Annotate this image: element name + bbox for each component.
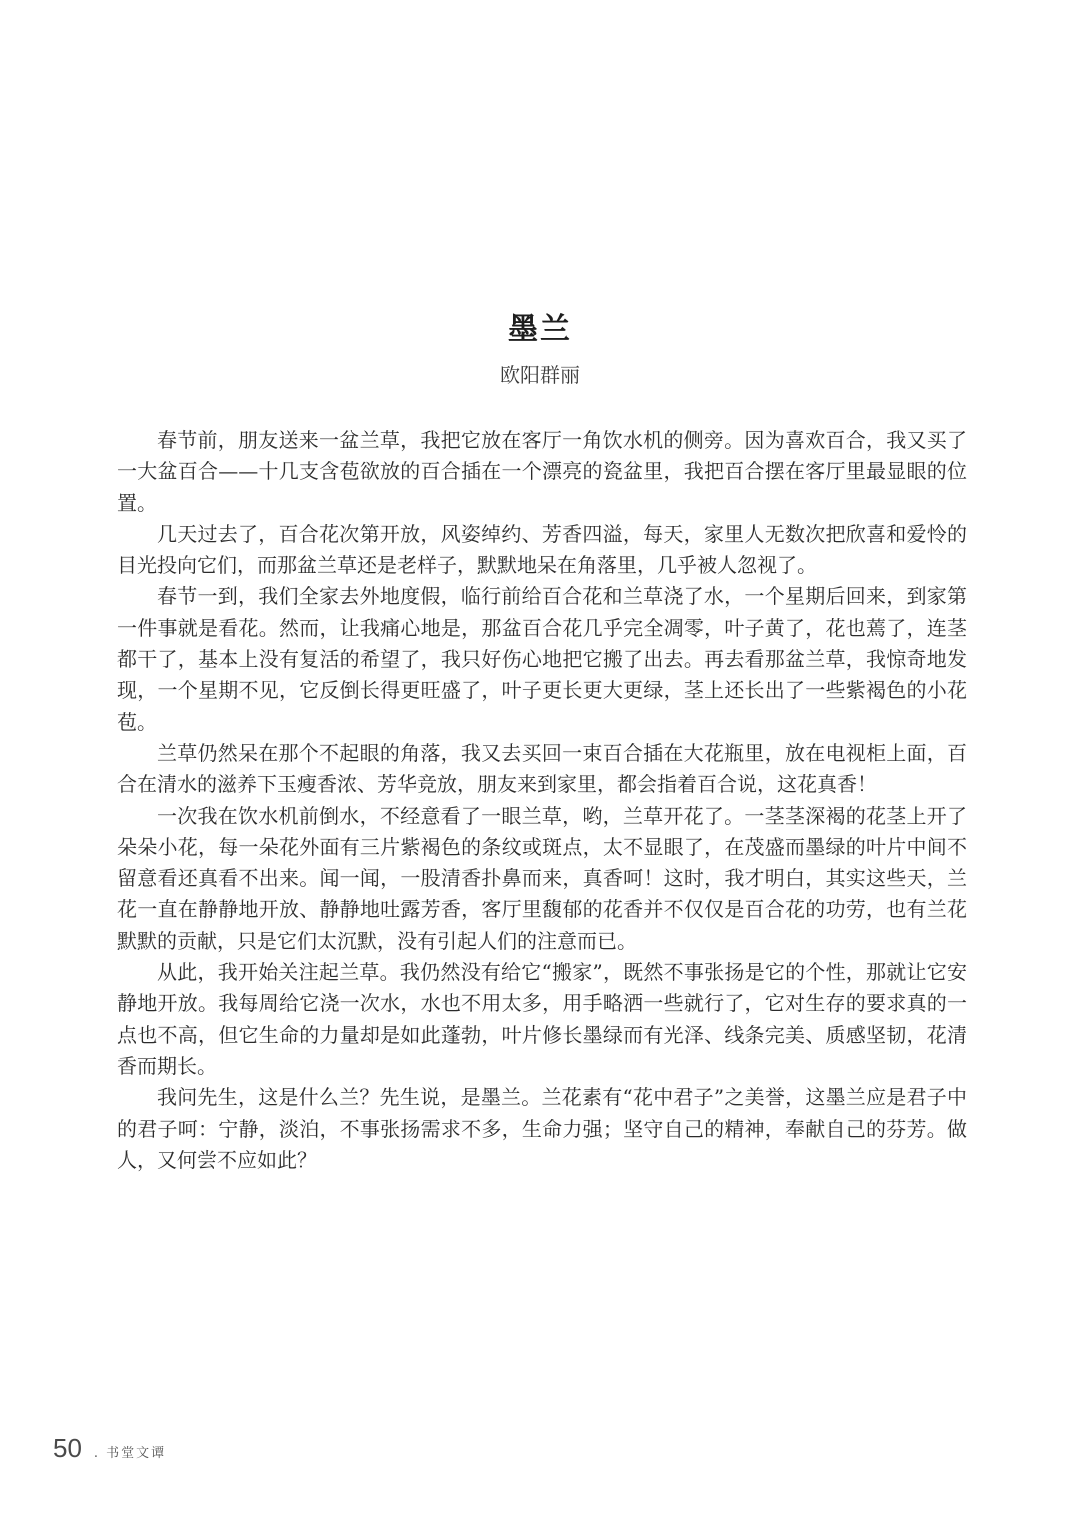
article-author: 欧阳群丽 bbox=[500, 363, 580, 387]
paragraph: 几天过去了，百合花次第开放，风姿绰约、芳香四溢，每天，家里人无数次把欣喜和爱怜的目光投向它们，而那盆兰草还是老样子，默默地呆在角落里，几乎被人忽视了。 bbox=[117, 521, 967, 578]
article-body bbox=[117, 425, 967, 1176]
page-footer bbox=[53, 1428, 166, 1468]
paragraph: 春节前，朋友送来一盆兰草，我把它放在客厅一角饮水机的侧旁。因为喜欢百合，我又买了一大盆百合——十几支含苞欲放的百合插在一个漂亮的瓷盆里，我把百合摆在客厅里最显眼的位置。 bbox=[117, 428, 967, 515]
paragraph: 我问先生，这是什么兰？先生说，是墨兰。兰花素有“花中君子”之美誉，这墨兰应是君子中的君子呵：宁静，淡泊，不事张扬需求不多，生命力强；坚守自己的精神，奉献自己的芬芳。做人，又何尝不应如此？ bbox=[117, 1085, 967, 1172]
paragraph: 一次我在饮水机前倒水，不经意看了一眼兰草，哟，兰草开花了。一茎茎深褐的花茎上开了朵朵小花，每一朵花外面有三片紫褐色的条纹或斑点，太不显眼了，在茂盛而墨绿的叶片中间不留意看还真看不出来。闻一闻，一股清香扑鼻而来，真香呵！这时，我才明白，其实这些天，兰花一直在静静地开放、静静地吐露芳香，客厅里馥郁的花香并不仅仅是百合花的功劳，也有兰花默默的贡献，只是它们太沉默，没有引起人们的注意而已。 bbox=[117, 803, 967, 953]
paragraph: 兰草仍然呆在那个不起眼的角落，我又去买回一束百合插在大花瓶里，放在电视柜上面，百合在清水的滋养下玉瘦香浓、芳华竞放，朋友来到家里，都会指着百合说，这花真香！ bbox=[117, 740, 967, 797]
journal-name: . 书堂文谭 bbox=[93, 1446, 167, 1461]
paragraph: 春节一到，我们全家去外地度假，临行前给百合花和兰草浇了水，一个星期后回来，到家第一件事就是看花。然而，让我痛心地是，那盆百合花几乎完全凋零，叶子黄了，花也蔫了，连茎都干了，基本上没有复活的希望了，我只好伤心地把它搬了出去。再去看那盆兰草，我惊奇地发现，一个星期不见，它反倒长得更旺盛了，叶子更长更大更绿，茎上还长出了一些紫褐色的小花苞。 bbox=[117, 584, 967, 734]
page-number: 50 bbox=[53, 1433, 82, 1463]
article-title: 墨兰 bbox=[508, 312, 572, 347]
paragraph: 从此，我开始关注起兰草。我仍然没有给它“搬家”，既然不事张扬是它的个性，那就让它安静地开放。我每周给它浇一次水，水也不用太多，用手略洒一些就行了，它对生存的要求真的一点也不高，但它生命的力量却是如此蓬勃，叶片修长墨绿而有光泽、线条完美、质感坚韧，花清香而期长。 bbox=[117, 960, 967, 1078]
